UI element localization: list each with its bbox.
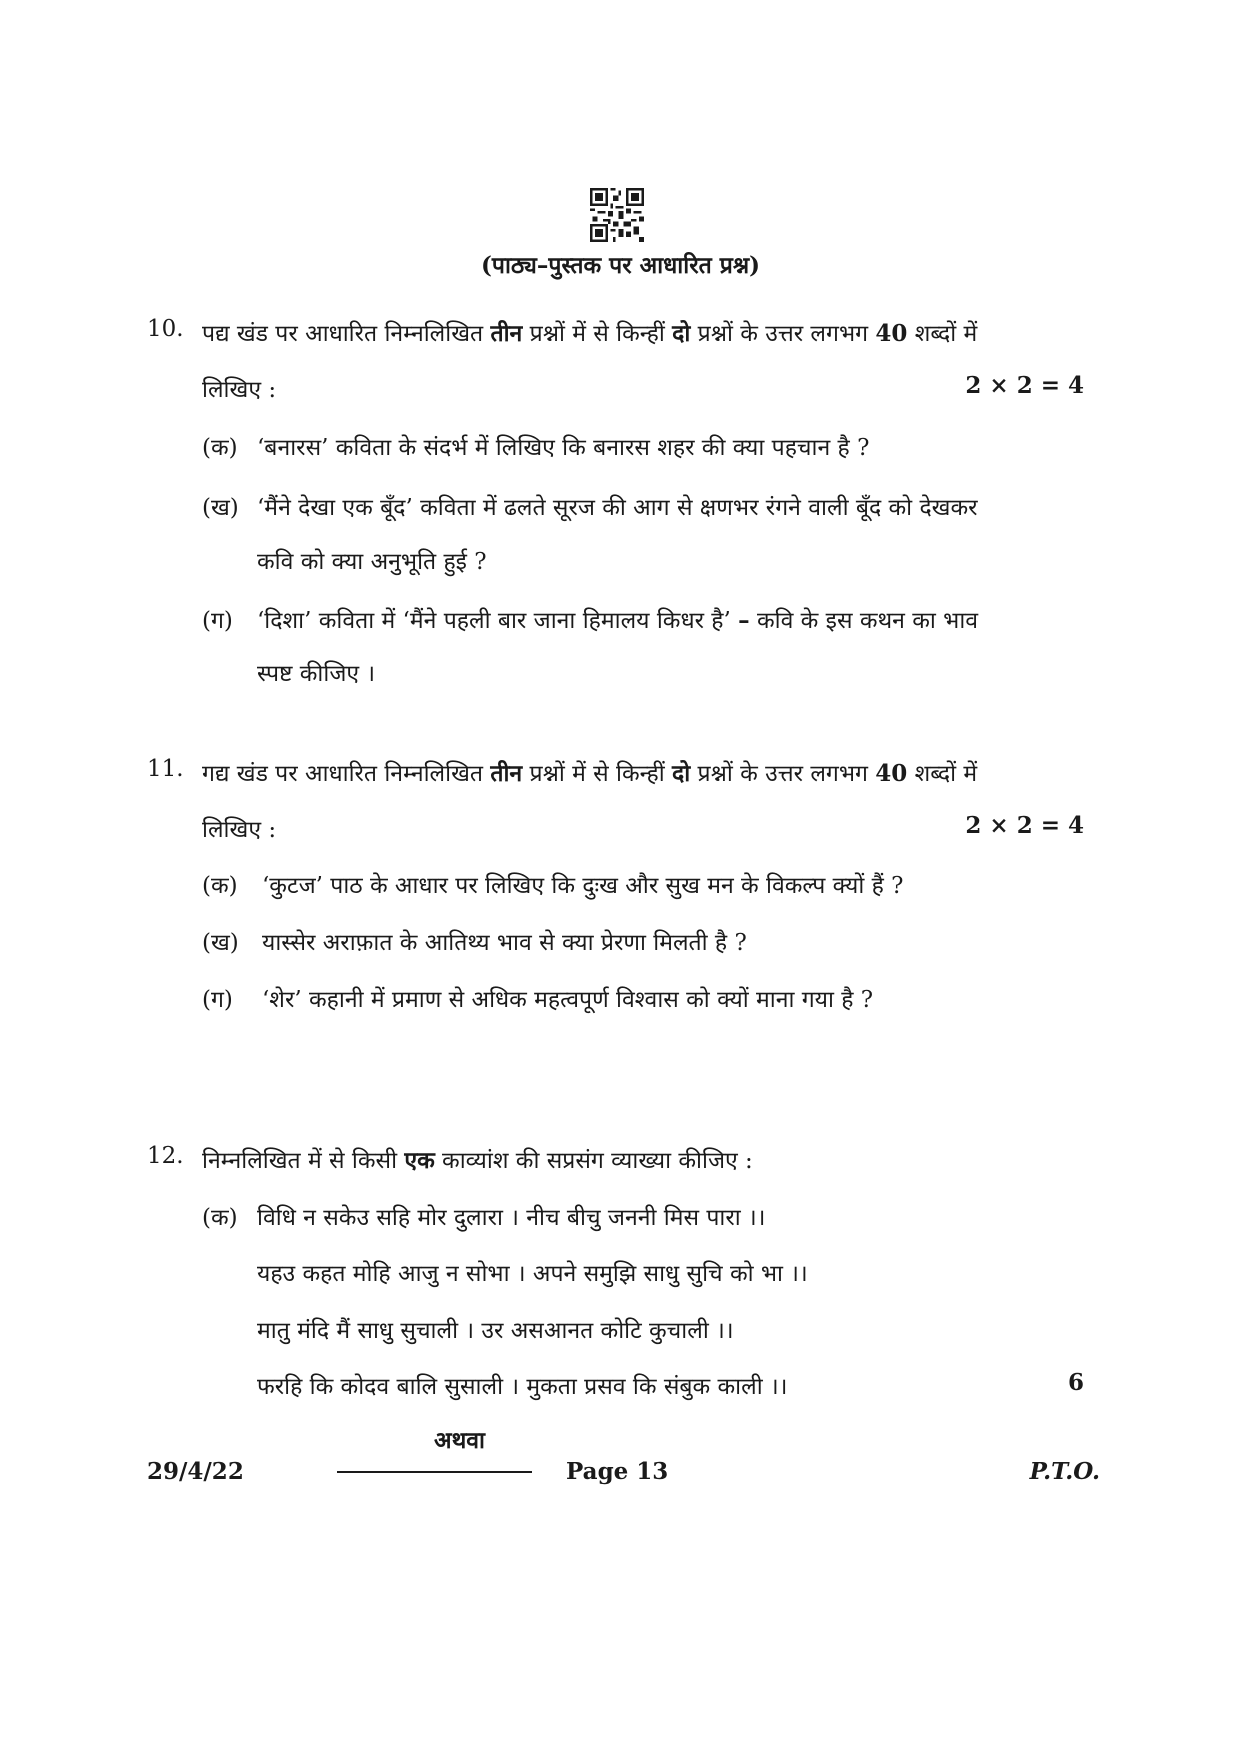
footer-code: 29/4/22: [147, 1458, 244, 1485]
q10-option-label: (क): [202, 435, 238, 461]
question-11-marks: 2 × 2 = 4: [965, 812, 1084, 839]
q11-option-label: (ग): [202, 987, 233, 1013]
q10-option-ga-text: ‘दिशा’ कविता में ‘मैंने पहली बार जाना हिमालय किधर है’ – कवि के इस कथन का भाव: [257, 607, 979, 634]
q12-verse-line: फरहि कि कोदव बालि सुसाली । मुकता प्रसव कि संबुक काली ।।: [257, 1374, 788, 1400]
question-10-marks: 2 × 2 = 4: [965, 372, 1084, 399]
q10-option-ga-text-line2: स्पष्ट कीजिए ।: [257, 661, 376, 687]
section-heading: (पाठ्य–पुस्तक पर आधारित प्रश्न): [481, 252, 760, 279]
q12-verse-line: मातु मंदि मैं साधु सुचाली । उर असआनत कोटि कुचाली ।।: [257, 1318, 734, 1344]
question-10-text: पद्य खंड पर आधारित निम्नलिखित तीन प्रश्नों में से किन्हीं दो प्रश्नों के उत्तर लगभग 40 शब्दों में: [202, 320, 978, 347]
question-10-text-line2: लिखिए :: [202, 377, 277, 403]
q12-verse-line: यहउ कहत मोहि आजु न सोभा । अपने समुझि साधु सुचि को भा ।।: [257, 1261, 808, 1287]
q12-option-label: (क): [202, 1205, 238, 1231]
q11-option-ka-text: ‘कुटज’ पाठ के आधार पर लिखिए कि दुःख और सुख मन के विकल्प क्यों हैं ?: [262, 873, 904, 899]
footer-page-number: Page 13: [566, 1458, 669, 1485]
qr-code-icon: [590, 188, 644, 242]
question-11-text: गद्य खंड पर आधारित निम्नलिखित तीन प्रश्नों में से किन्हीं दो प्रश्नों के उत्तर लगभग 40 शब्दों में: [202, 760, 978, 787]
question-11-number: 11.: [147, 756, 184, 782]
q10-option-label: (ख): [202, 495, 239, 521]
q11-option-label: (क): [202, 873, 238, 899]
q10-option-label: (ग): [202, 608, 233, 634]
question-10-number: 10.: [147, 316, 184, 342]
q11-option-ga-text: ‘शेर’ कहानी में प्रमाण से अधिक महत्वपूर्ण विश्वास को क्यों माना गया है ?: [262, 987, 874, 1013]
footer-pto: P.T.O.: [1029, 1458, 1100, 1485]
question-12-text: निम्नलिखित में से किसी एक काव्यांश की सप्रसंग व्याख्या कीजिए :: [202, 1147, 753, 1174]
question-12-number: 12.: [147, 1143, 184, 1169]
q10-option-ka-text: ‘बनारस’ कविता के संदर्भ में लिखिए कि बनारस शहर की क्या पहचान है ?: [257, 435, 870, 461]
q10-option-kha-text: ‘मैंने देखा एक बूँद’ कविता में ढलते सूरज की आग से क्षणभर रंगने वाली बूँद को देखकर: [257, 495, 978, 521]
footer-divider: [337, 1471, 532, 1473]
q11-option-kha-text: यास्सेर अराफ़ात के आतिथ्य भाव से क्या प्रेरणा मिलती है ?: [262, 930, 747, 956]
q10-option-kha-text-line2: कवि को क्या अनुभूति हुई ?: [257, 549, 487, 575]
or-separator: अथवा: [434, 1427, 486, 1454]
question-12-marks: 6: [1067, 1369, 1084, 1396]
q11-option-label: (ख): [202, 930, 239, 956]
q12-verse-line: विधि न सकेउ सहि मोर दुलारा । नीच बीचु जननी मिस पारा ।।: [257, 1205, 766, 1231]
question-11-text-line2: लिखिए :: [202, 817, 277, 843]
